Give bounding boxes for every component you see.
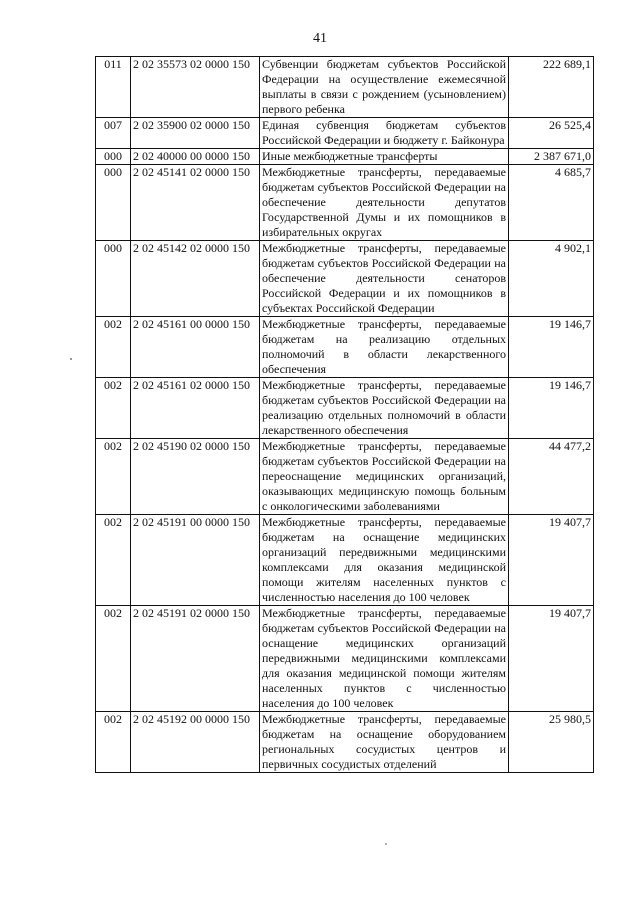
- revenue-name-cell: Иные межбюджетные трансферты: [260, 149, 509, 165]
- classification-code-cell: 2 02 45191 00 0000 150: [131, 515, 260, 606]
- classification-code-cell: 2 02 45161 00 0000 150: [131, 317, 260, 378]
- admin-code-cell: 002: [96, 317, 131, 378]
- amount-cell: 222 689,1: [509, 57, 594, 118]
- classification-code-cell: 2 02 45142 02 0000 150: [131, 241, 260, 317]
- table-row: [96, 439, 594, 515]
- revenue-name-cell: Единая субвенция бюджетам субъектов Российской Федерации и бюджету г. Байконура: [260, 118, 509, 149]
- table-row: [96, 118, 594, 149]
- table-row: [96, 606, 594, 712]
- amount-cell: 19 407,7: [509, 515, 594, 606]
- amount-cell: 2 387 671,0: [509, 149, 594, 165]
- admin-code-cell: 002: [96, 606, 131, 712]
- revenue-name-cell: Межбюджетные трансферты, передаваемые бюджетам субъектов Российской Федерации на обеспечение деятельности депутатов Государственной Думы и их помощников в избирательных округах: [260, 165, 509, 241]
- revenue-name-cell: Межбюджетные трансферты, передаваемые бюджетам субъектов Российской Федерации на обеспечение деятельности сенаторов Российской Федерации и их помощников в субъектах Российской Федерации: [260, 241, 509, 317]
- classification-code-cell: 2 02 45192 00 0000 150: [131, 712, 260, 773]
- amount-cell: 26 525,4: [509, 118, 594, 149]
- classification-code-cell: 2 02 45141 02 0000 150: [131, 165, 260, 241]
- revenue-name-cell: Межбюджетные трансферты, передаваемые бюджетам на реализацию отдельных полномочий в области лекарственного обеспечения: [260, 317, 509, 378]
- revenue-name-cell: Межбюджетные трансферты, передаваемые бюджетам субъектов Российской Федерации на реализацию отдельных полномочий в области лекарственного обеспечения: [260, 378, 509, 439]
- amount-cell: 19 146,7: [509, 317, 594, 378]
- table-row: [96, 515, 594, 606]
- revenue-name-cell: Субвенции бюджетам субъектов Российской Федерации на осуществление ежемесячной выплаты в связи с рождением (усыновлением) первого ребенка: [260, 57, 509, 118]
- amount-cell: 4 685,7: [509, 165, 594, 241]
- table-row: [96, 165, 594, 241]
- scan-speck: [70, 358, 72, 360]
- table-row: [96, 712, 594, 773]
- amount-cell: 44 477,2: [509, 439, 594, 515]
- scan-speck: [385, 843, 387, 845]
- admin-code-cell: 002: [96, 378, 131, 439]
- amount-cell: 19 407,7: [509, 606, 594, 712]
- amount-cell: 19 146,7: [509, 378, 594, 439]
- admin-code-cell: 002: [96, 515, 131, 606]
- budget-revenue-table: [95, 56, 594, 773]
- admin-code-cell: 000: [96, 241, 131, 317]
- classification-code-cell: 2 02 45191 02 0000 150: [131, 606, 260, 712]
- page-number: 41: [313, 31, 327, 46]
- admin-code-cell: 000: [96, 165, 131, 241]
- revenue-name-cell: Межбюджетные трансферты, передаваемые бюджетам субъектов Российской Федерации на переоснащение медицинских организаций, оказывающих медицинскую помощь больным с онкологическими заболеваниями: [260, 439, 509, 515]
- admin-code-cell: 011: [96, 57, 131, 118]
- revenue-name-cell: Межбюджетные трансферты, передаваемые бюджетам субъектов Российской Федерации на оснащение медицинских организаций передвижными медицинскими комплексами для оказания медицинской помощи жителям населенных пунктов с численностью населения до 100 человек: [260, 606, 509, 712]
- classification-code-cell: 2 02 40000 00 0000 150: [131, 149, 260, 165]
- revenue-name-cell: Межбюджетные трансферты, передаваемые бюджетам на оснащение медицинских организаций передвижными медицинскими комплексами для оказания медицинской помощи жителям населенных пунктов с численностью населения до 100 человек: [260, 515, 509, 606]
- amount-cell: 4 902,1: [509, 241, 594, 317]
- admin-code-cell: 007: [96, 118, 131, 149]
- admin-code-cell: 002: [96, 439, 131, 515]
- table-row: [96, 241, 594, 317]
- revenue-name-cell: Межбюджетные трансферты, передаваемые бюджетам на оснащение оборудованием региональных сосудистых центров и первичных сосудистых отделений: [260, 712, 509, 773]
- table-row: [96, 149, 594, 165]
- classification-code-cell: 2 02 35573 02 0000 150: [131, 57, 260, 118]
- table-row: [96, 57, 594, 118]
- table-row: [96, 378, 594, 439]
- classification-code-cell: 2 02 35900 02 0000 150: [131, 118, 260, 149]
- admin-code-cell: 002: [96, 712, 131, 773]
- classification-code-cell: 2 02 45161 02 0000 150: [131, 378, 260, 439]
- table-row: [96, 317, 594, 378]
- admin-code-cell: 000: [96, 149, 131, 165]
- classification-code-cell: 2 02 45190 02 0000 150: [131, 439, 260, 515]
- amount-cell: 25 980,5: [509, 712, 594, 773]
